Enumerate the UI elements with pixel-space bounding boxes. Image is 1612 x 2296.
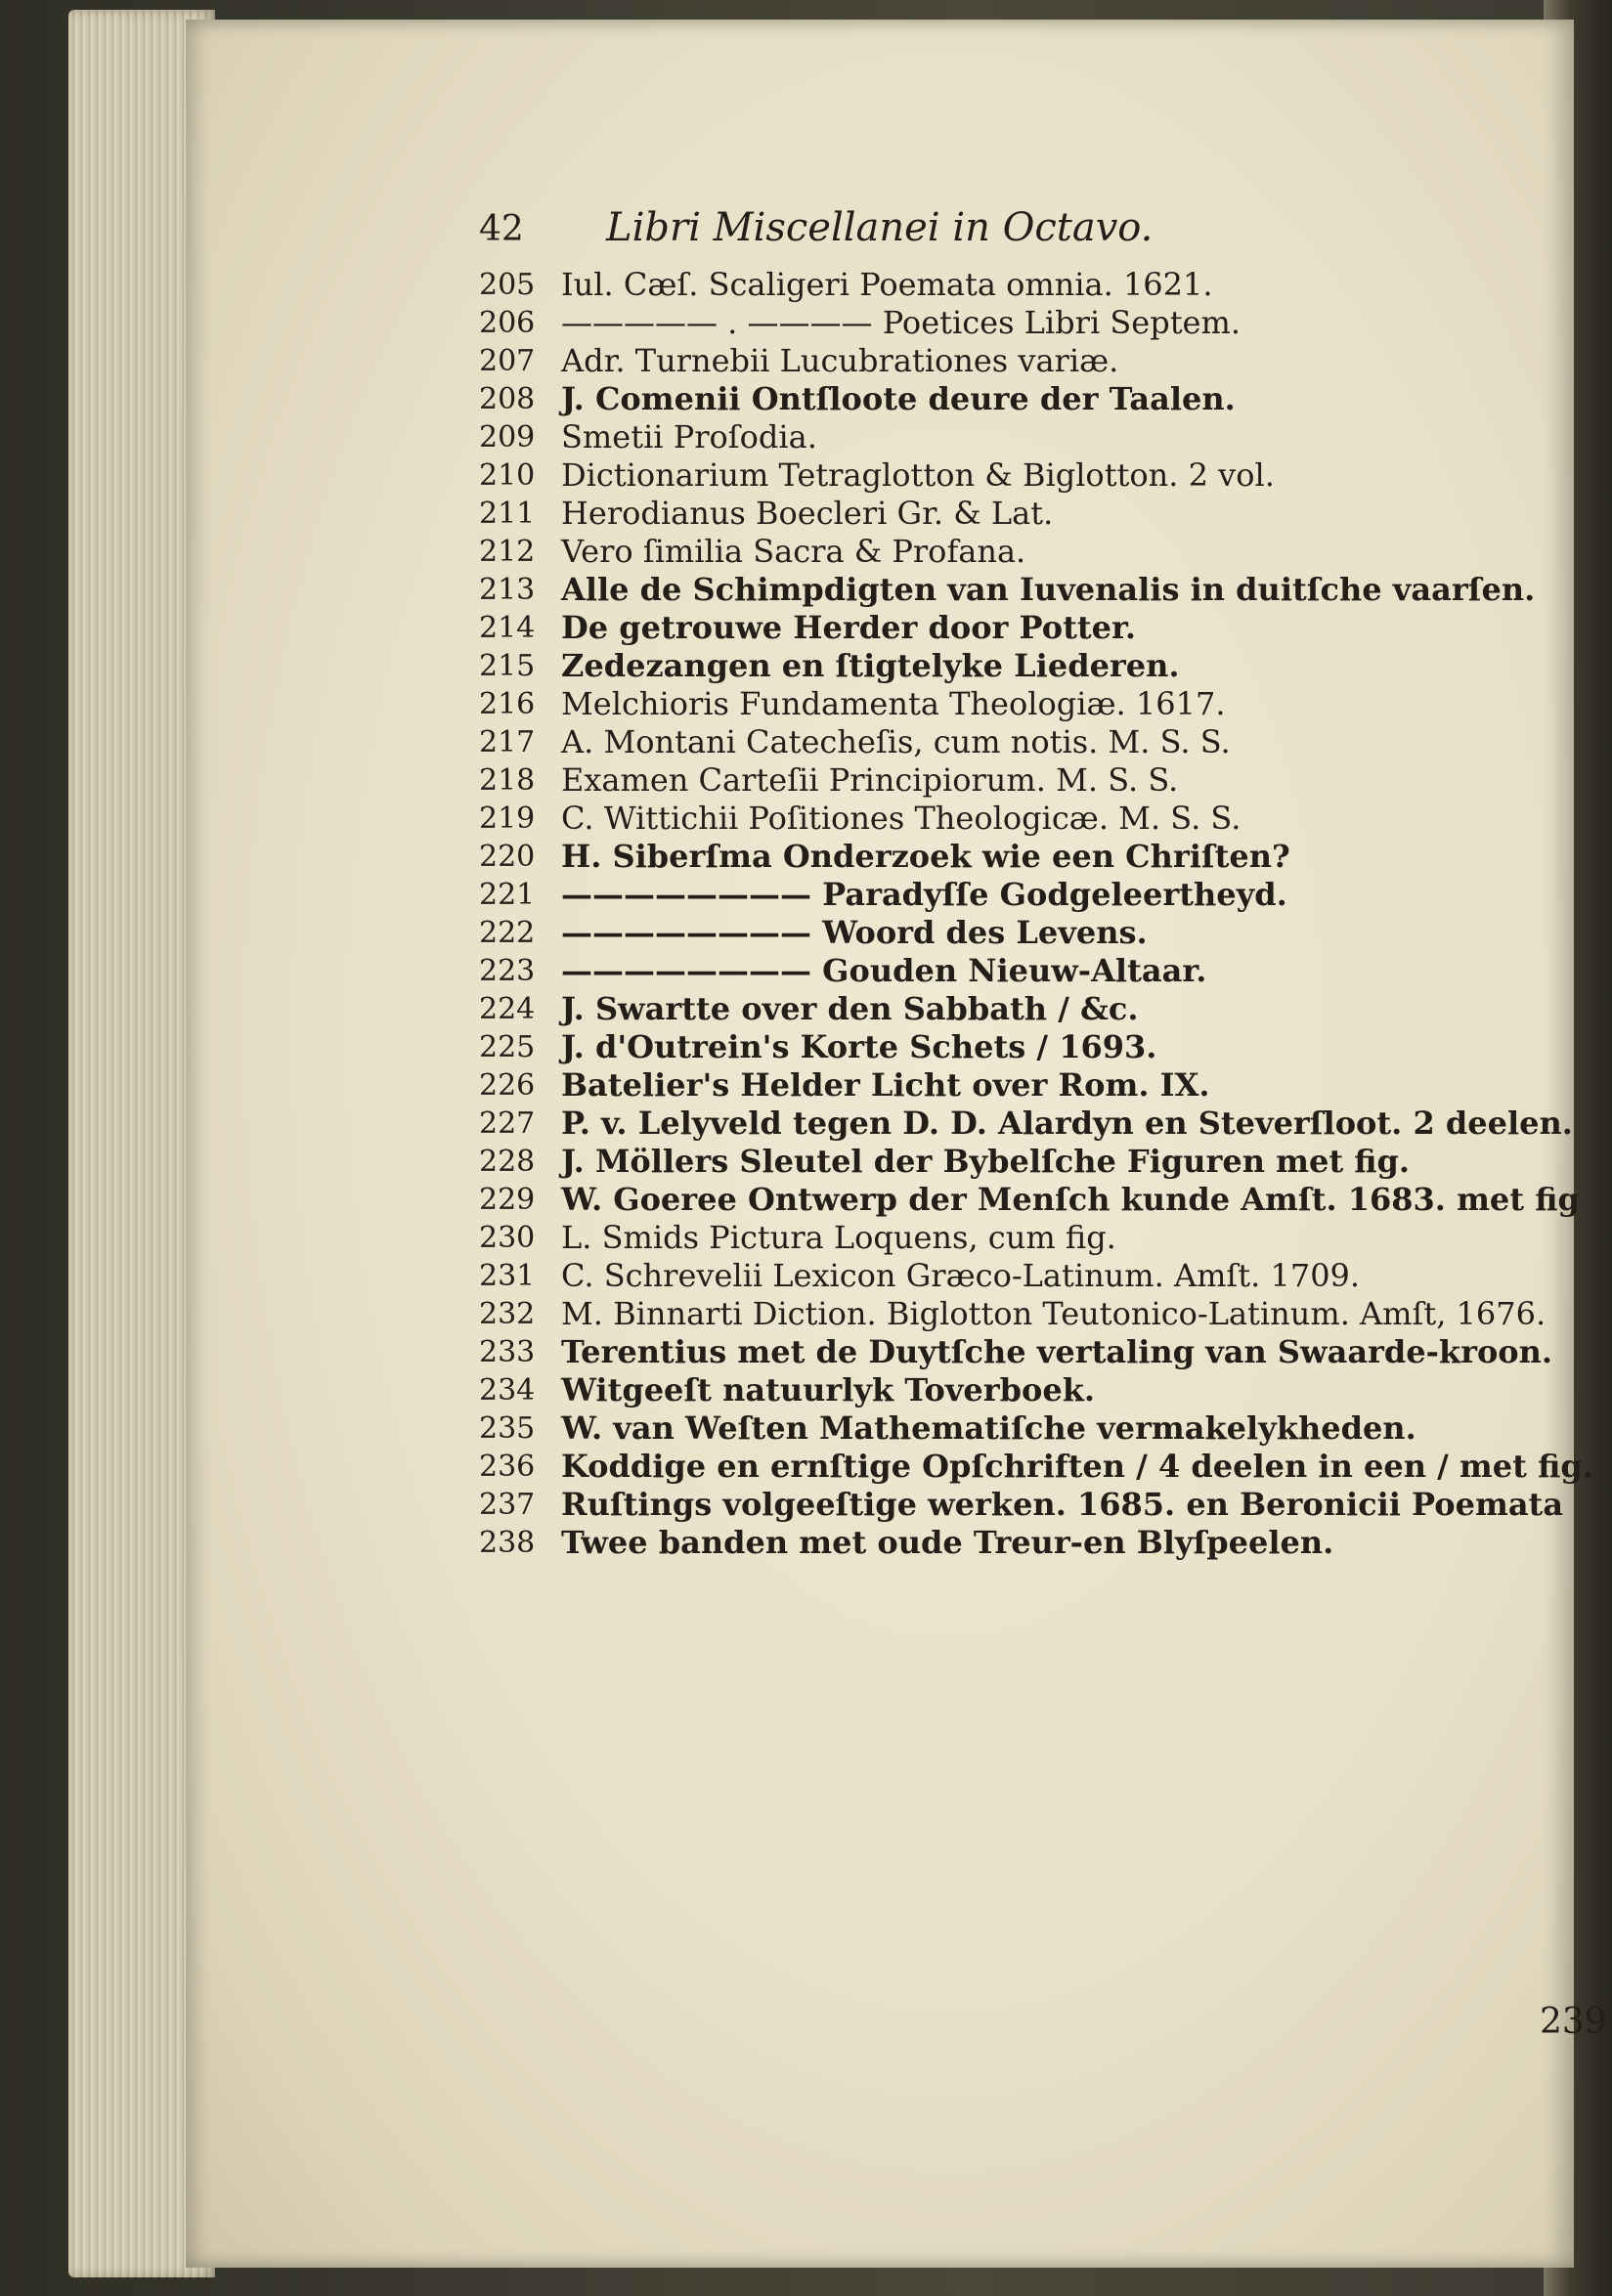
entry-number: 236	[479, 1450, 536, 1484]
entry-title: J. d'Outrein's Korte Schets / 1693.	[561, 1028, 1157, 1065]
entry-title: ———————— Gouden Nieuw-Altaar.	[561, 952, 1207, 989]
entry-title: Melchioris Fundamenta Theologiæ. 1617.	[561, 685, 1226, 722]
entry-title: M. Binnarti Diction. Biglotton Teutonico-Latinum. Amſt, 1676.	[561, 1295, 1547, 1332]
entry-title: Twee banden met oude Treur-en Blyſpeelen.	[561, 1524, 1334, 1561]
entry-title: ———————— Paradyſſe Godgeleertheyd.	[561, 876, 1287, 913]
catalogue-entry	[479, 495, 1612, 533]
entry-title: C. Wittichii Poſitiones Theologicæ. M. S. S.	[561, 800, 1242, 837]
entry-number: 237	[479, 1488, 536, 1522]
entry-title: J. Comenii Ontſloote deure der Taalen.	[561, 380, 1236, 417]
catalogue-entry	[479, 609, 1612, 647]
entry-number: 222	[479, 916, 536, 950]
catalogue-entry	[479, 685, 1612, 723]
entry-number: 231	[479, 1259, 536, 1293]
entry-title: Smetii Proſodia.	[561, 418, 817, 455]
entry-number: 230	[479, 1221, 536, 1255]
catalogue-entry	[479, 1295, 1612, 1333]
catalogue-entry	[479, 952, 1612, 990]
catalogue-entry	[479, 1181, 1612, 1219]
entry-list	[479, 266, 1612, 1562]
catalogue-entry	[479, 1105, 1612, 1143]
catalogue-entry	[479, 1257, 1612, 1295]
catalogue-entry	[479, 533, 1612, 571]
entry-title: A. Montani Catecheſis, cum notis. M. S. S.	[561, 723, 1231, 760]
entry-title: W. van Weſten Mathematiſche vermakelykheden.	[561, 1409, 1416, 1447]
catalogue-entry	[479, 647, 1612, 685]
catalogue-entry	[479, 761, 1612, 800]
entry-number: 210	[479, 458, 536, 493]
entry-number: 235	[479, 1411, 536, 1446]
entry-number: 234	[479, 1373, 536, 1408]
entry-number: 214	[479, 611, 536, 645]
entry-title: Herodianus Boecleri Gr. & Lat.	[561, 495, 1054, 532]
entry-number: 223	[479, 954, 536, 988]
catalogue-entry	[479, 342, 1612, 380]
entry-number: 209	[479, 420, 536, 455]
entry-number: 211	[479, 497, 536, 531]
entry-number: 205	[479, 268, 536, 302]
catalogue-entry	[479, 723, 1612, 761]
entry-number: 207	[479, 344, 536, 378]
entry-number: 217	[479, 725, 536, 759]
entry-title: De getrouwe Herder door Potter.	[561, 609, 1137, 646]
entry-number: 216	[479, 687, 536, 721]
entry-number: 215	[479, 649, 536, 683]
catalogue-entry	[479, 266, 1612, 304]
entry-number: 228	[479, 1145, 536, 1179]
entry-title: ———————— Woord des Levens.	[561, 914, 1148, 951]
entry-title: Alle de Schimpdigten van Iuvenalis in duitſche vaarſen.	[561, 571, 1536, 608]
entry-title: J. Swartte over den Sabbath / &c.	[561, 990, 1139, 1027]
entry-number: 232	[479, 1297, 536, 1331]
catalogue-entry	[479, 1028, 1612, 1066]
entry-title: Koddige en ernſtige Opſchriften / 4 deelen in een / met fig.	[561, 1448, 1593, 1485]
entry-title: H. Siberſma Onderzoek wie een Chriſten?	[561, 838, 1290, 875]
catalogue-entry	[479, 571, 1612, 609]
entry-number: 227	[479, 1106, 536, 1141]
catalogue-entry	[479, 1219, 1612, 1257]
entry-number: 213	[479, 573, 536, 607]
page-number: 42	[479, 209, 524, 249]
book-page	[186, 20, 1607, 2268]
entry-title: Adr. Turnebii Lucubrationes variæ.	[561, 342, 1119, 379]
entry-title: Examen Carteſii Principiorum. M. S. S.	[561, 761, 1179, 799]
catalogue-entry	[479, 1371, 1612, 1409]
entry-title: P. v. Lelyveld tegen D. D. Alardyn en Steverſloot. 2 deelen.	[561, 1105, 1573, 1142]
catalogue-text	[479, 205, 1612, 1562]
entry-number: 208	[479, 382, 536, 416]
entry-title: Ruſtings volgeeſtige werken. 1685. en Beronicii Poemata	[561, 1486, 1564, 1523]
running-header	[479, 205, 1612, 266]
catalogue-entry	[479, 1143, 1612, 1181]
entry-title: Dictionarium Tetraglotton & Biglotton. 2 vol.	[561, 456, 1275, 494]
catalogue-entry	[479, 914, 1612, 952]
catalogue-entry	[479, 380, 1612, 418]
entry-title: C. Schrevelii Lexicon Græco-Latinum. Amſt. 1709.	[561, 1257, 1361, 1294]
entry-title: Batelier's Helder Licht over Rom. IX.	[561, 1066, 1210, 1104]
entry-title: Terentius met de Duytſche vertaling van Swaarde-kroon.	[561, 1333, 1553, 1370]
catalogue-entry	[479, 1524, 1612, 1562]
catalogue-entry	[479, 1066, 1612, 1105]
entry-number: 212	[479, 535, 536, 569]
entry-title: Iul. Cæſ. Scaligeri Poemata omnia. 1621.	[561, 266, 1213, 303]
entry-number: 233	[479, 1335, 536, 1369]
catalogue-entry	[479, 418, 1612, 456]
entry-title: L. Smids Pictura Loquens, cum fig.	[561, 1219, 1116, 1256]
catalogue-entry	[479, 456, 1612, 495]
entry-title: Vero ſimilia Sacra & Profana.	[561, 533, 1026, 570]
entry-title: Zedezangen en ſtigtelyke Liederen.	[561, 647, 1180, 684]
entry-number: 220	[479, 840, 536, 874]
entry-number: 226	[479, 1068, 536, 1103]
entry-number: 238	[479, 1526, 536, 1560]
entry-title: ————— . ———— Poetices Libri Septem.	[561, 304, 1241, 341]
catalogue-entry	[479, 990, 1612, 1028]
catalogue-entry	[479, 304, 1612, 342]
entry-number: 221	[479, 878, 536, 912]
catalogue-entry	[479, 838, 1612, 876]
catalogue-entry	[479, 1409, 1612, 1448]
entry-title: Witgeeſt natuurlyk Toverboek.	[561, 1371, 1096, 1408]
entry-number: 206	[479, 306, 536, 340]
entry-number: 229	[479, 1183, 536, 1217]
catalogue-entry	[479, 1486, 1612, 1524]
entry-number: 218	[479, 763, 536, 798]
catchword: 239	[1540, 2002, 1607, 2042]
entry-number: 224	[479, 992, 536, 1026]
entry-title: J. Möllers Sleutel der Bybelſche Figuren met fig.	[561, 1143, 1411, 1180]
running-title: Libri Miscellanei in Octavo.	[606, 205, 1154, 250]
catalogue-entry	[479, 1448, 1612, 1486]
catalogue-entry	[479, 876, 1612, 914]
catalogue-entry	[479, 800, 1612, 838]
catalogue-entry	[479, 1333, 1612, 1371]
entry-title: W. Goeree Ontwerp der Menſch kunde Amſt. 1683. met fig	[561, 1181, 1580, 1218]
entry-number: 219	[479, 801, 536, 836]
entry-number: 225	[479, 1030, 536, 1064]
